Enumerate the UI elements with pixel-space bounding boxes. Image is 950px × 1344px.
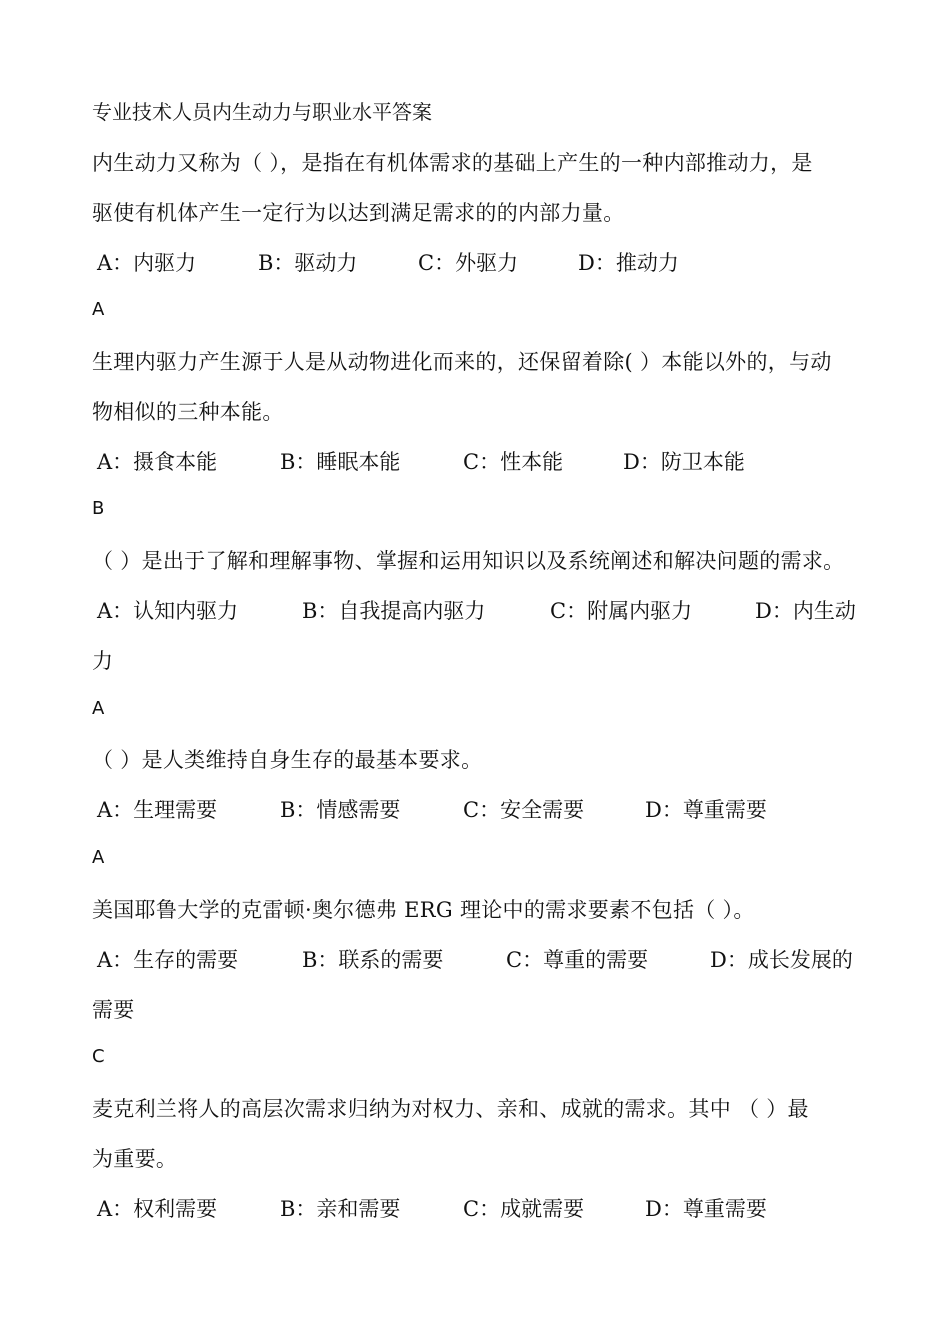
document-title: 专业技术人员内生动力与职业水平答案 [92,100,432,124]
option-c: C：性本能 [463,450,564,474]
question-2-text-line-2: 物相似的三种本能。 [92,400,284,424]
option-d: D：尊重需要 [645,1197,767,1221]
question-1-text-line-2: 驱使有机体产生一定行为以达到满足需求的的内部力量。 [92,201,625,225]
option-a: A：生理需要 [97,798,218,822]
option-a: A：生存的需要 [97,948,239,972]
question-3-answer: A [92,698,105,719]
question-4-text-line-1: （ ）是人类维持自身生存的最基本要求。 [92,748,483,772]
question-6-text-line-2: 为重要。 [92,1147,178,1171]
option-b: B：联系的需要 [302,948,444,972]
option-d: D：推动力 [578,251,679,275]
option-b: B：驱动力 [258,251,358,275]
question-2-answer: B [92,498,105,519]
question-5-option-wrap: 需要 [92,998,135,1022]
option-c: C：外驱力 [418,251,519,275]
question-2-text-line-1: 生理内驱力产生源于人是从动物进化而来的，还保留着除( ）本能以外的，与动 [92,350,832,374]
option-a: A：权利需要 [97,1197,218,1221]
question-5-answer: C [92,1046,105,1067]
option-c: C：附属内驱力 [550,599,693,623]
option-d: D：尊重需要 [645,798,767,822]
option-b: B：睡眠本能 [280,450,401,474]
question-3-option-wrap: 力 [92,649,114,673]
option-d: D：防卫本能 [623,450,745,474]
option-d: D：成长发展的 [710,948,853,972]
option-a: A：内驱力 [97,251,197,275]
option-b: B：情感需要 [280,798,401,822]
option-b: B：亲和需要 [280,1197,401,1221]
option-b: B：自我提高内驱力 [302,599,486,623]
option-a: A：摄食本能 [97,450,218,474]
question-1-answer: A [92,299,105,320]
option-d: D：内生动 [755,599,856,623]
question-3-text-line-1: （ ）是出于了解和理解事物、掌握和运用知识以及系统阐述和解决问题的需求。 [92,549,845,573]
option-c: C：安全需要 [463,798,585,822]
question-1-text-line-1: 内生动力又称为（ ），是指在有机体需求的基础上产生的一种内部推动力，是 [92,151,813,175]
question-4-answer: A [92,847,105,868]
option-c: C：成就需要 [463,1197,585,1221]
question-5-text-line-1: 美国耶鲁大学的克雷顿·奥尔德弗 ERG 理论中的需求要素不包括（ ）。 [92,898,755,922]
option-a: A：认知内驱力 [97,599,239,623]
option-c: C：尊重的需要 [506,948,649,972]
question-6-text-line-1: 麦克利兰将人的高层次需求归纳为对权力、亲和、成就的需求。其中 （ ）最 [92,1097,809,1121]
